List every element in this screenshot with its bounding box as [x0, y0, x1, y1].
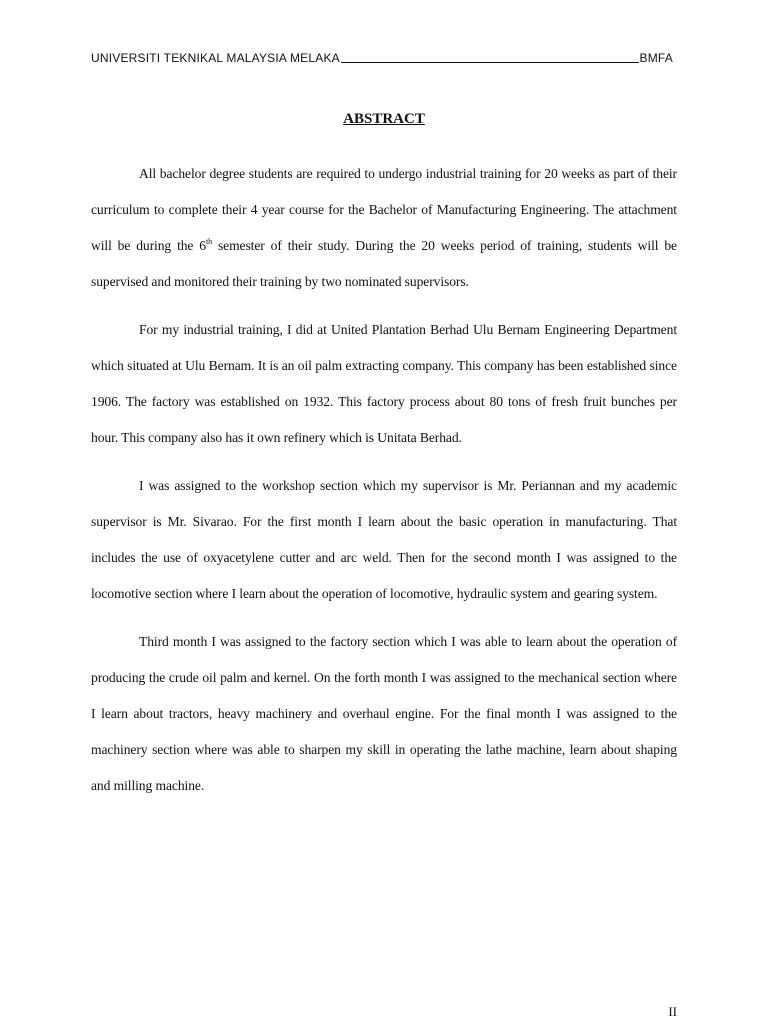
- ordinal-superscript: th: [206, 237, 213, 246]
- abstract-body: [91, 156, 677, 816]
- page-header: [91, 47, 673, 65]
- header-rule: [341, 62, 639, 63]
- paragraph-2: For my industrial training, I did at United Plantation Berhad Ulu Bernam Engineering Department which situated at Ulu Bernam. It is an oil palm extracting company. This company has been established since 1906. The factory was established on 1932. This factory process about 80 tons of fresh fruit bunches per hour. This company also has it own refinery which is Unitata Berhad.: [91, 322, 677, 445]
- header-university-name: UNIVERSITI TEKNIKAL MALAYSIA MELAKA: [91, 51, 340, 65]
- paragraph-1-text-end: semester of their study. During the 20 weeks period of training, students will be supervised and monitored their training by two nominated supervisors.: [91, 238, 677, 289]
- paragraph-4: Third month I was assigned to the factory section which I was able to learn about the operation of producing the crude oil palm and kernel. On the forth month I was assigned to the mechanical section where I learn about tractors, heavy machinery and overhaul engine. For the final month I was assigned to the machinery section where was able to sharpen my skill in operating the lathe machine, learn about shaping and milling machine.: [91, 634, 677, 793]
- page-number: II: [668, 1004, 677, 1019]
- page-title: ABSTRACT: [343, 111, 425, 127]
- paragraph-1-text-start: All bachelor degree students are required to undergo industrial training for 20 weeks as part of their curriculum to complete their 4 year course for the Bachelor of Manufacturing Engineering. The attachment will be during the 6: [91, 166, 677, 253]
- header-course-code: BMFA: [639, 51, 673, 65]
- paragraph-1: [91, 156, 677, 300]
- paragraph-3: I was assigned to the workshop section which my supervisor is Mr. Periannan and my academic supervisor is Mr. Sivarao. For the first month I learn about the basic operation in manufacturing. That includes the use of oxyacetylene cutter and arc weld. Then for the second month I was assigned to the locomotive section where I learn about the operation of locomotive, hydraulic system and gearing system.: [91, 478, 677, 601]
